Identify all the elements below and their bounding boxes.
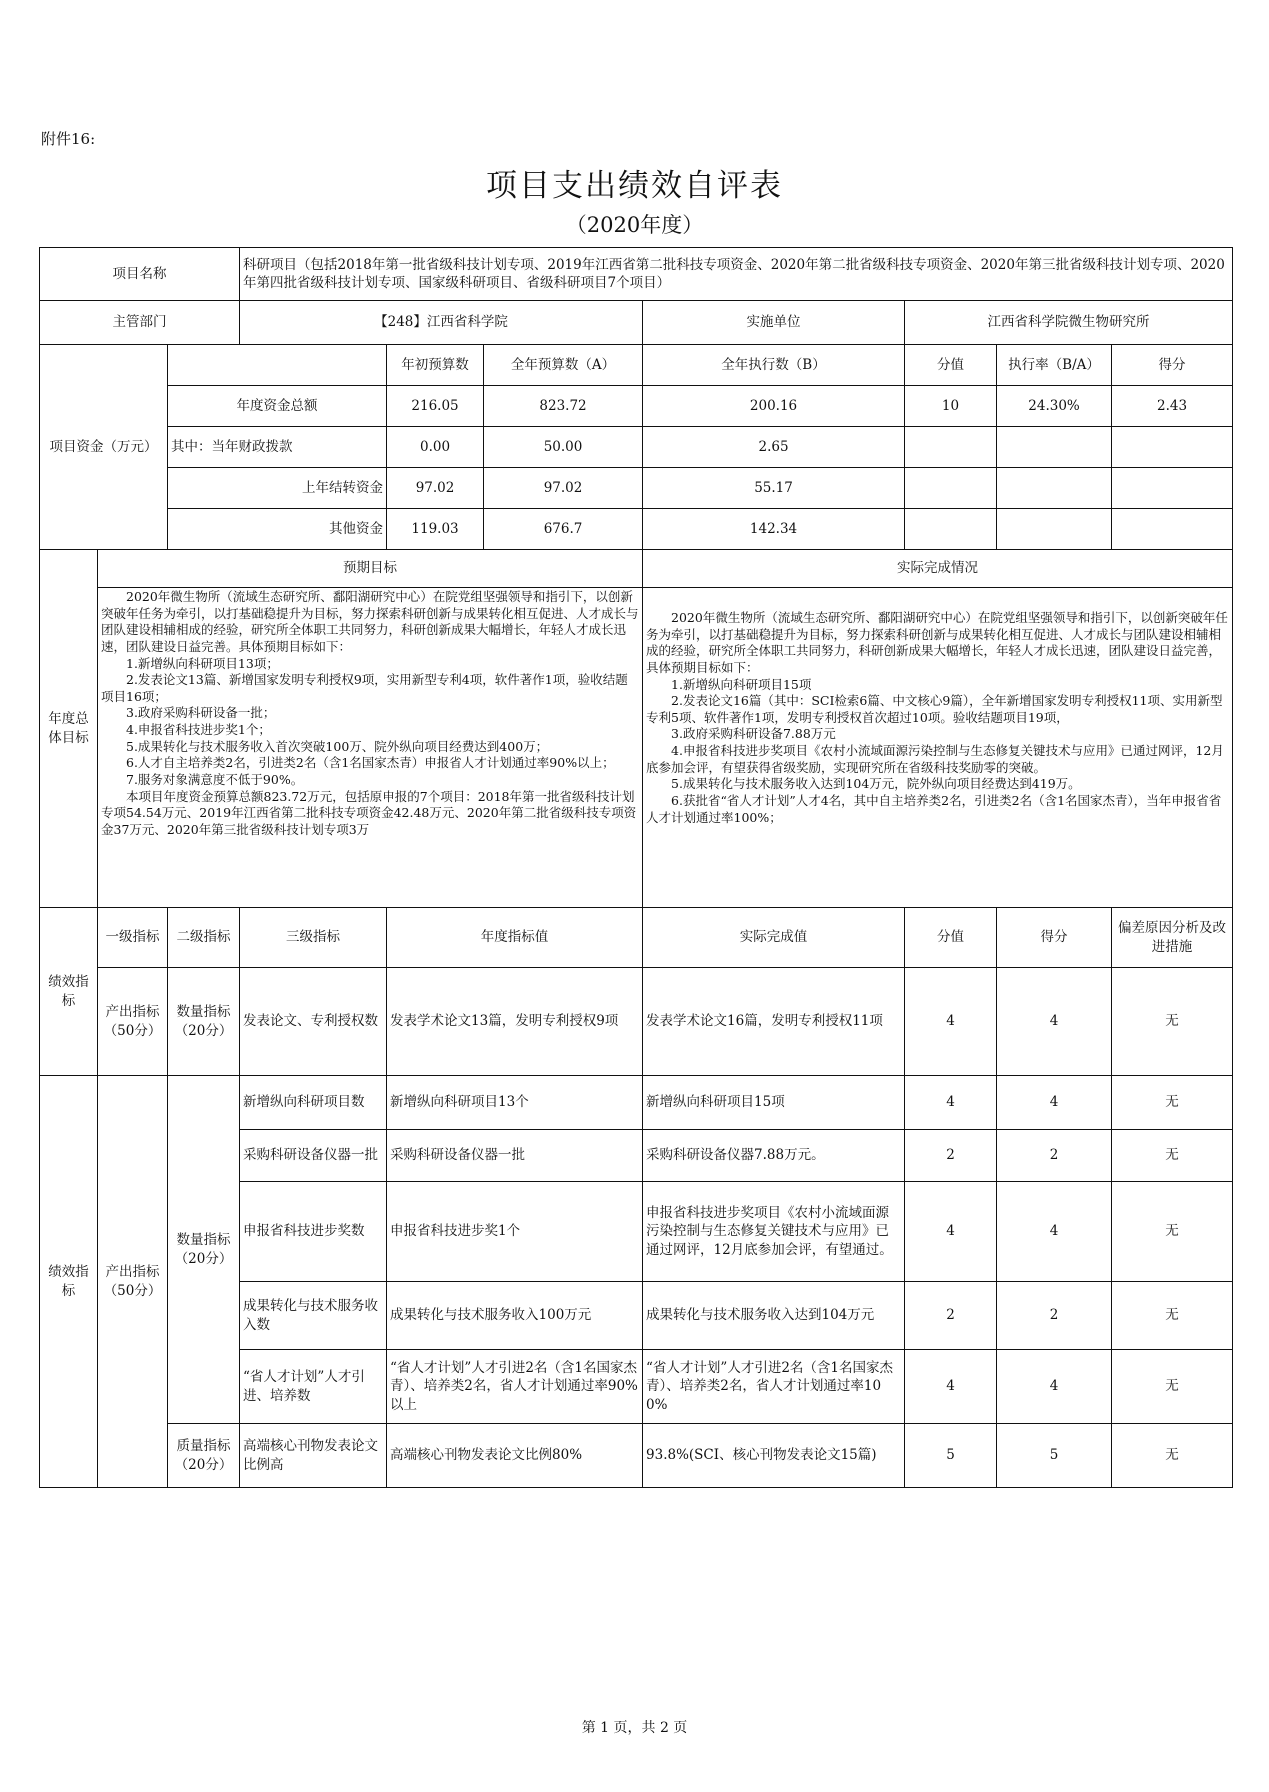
indicator-score: 5 bbox=[997, 1424, 1112, 1488]
funds-row-score bbox=[1112, 427, 1233, 468]
funds-header-executed: 全年执行数（B） bbox=[643, 345, 905, 386]
indicator-weight: 2 bbox=[905, 1130, 997, 1182]
indicator-level3: 高端核心刊物发表论文比例高 bbox=[240, 1424, 387, 1488]
indicators-header-level1: 一级指标 bbox=[98, 908, 168, 968]
indicator-score: 4 bbox=[997, 968, 1112, 1076]
indicators-label-2: 绩效指标 bbox=[40, 1076, 98, 1488]
goals-expected-line: 6.人才自主培养类2名，引进类2名（含1名国家杰青）申报省人才计划通过率90%以上； bbox=[126, 755, 615, 771]
indicator-note: 无 bbox=[1112, 1424, 1233, 1488]
indicator-target: 高端核心刊物发表论文比例80% bbox=[387, 1424, 643, 1488]
indicator-level3: 新增纵向科研项目数 bbox=[240, 1076, 387, 1130]
indicator-weight: 2 bbox=[905, 1282, 997, 1350]
funds-row-weight bbox=[905, 427, 997, 468]
department-label: 主管部门 bbox=[40, 301, 240, 345]
goals-expected-header: 预期目标 bbox=[98, 550, 643, 588]
indicators-label: 绩效指标 bbox=[40, 908, 98, 1076]
indicator-row bbox=[40, 1076, 1233, 1130]
funds-header-annual: 全年预算数（A） bbox=[484, 345, 643, 386]
indicator-note: 无 bbox=[1112, 968, 1233, 1076]
funds-row-executed: 2.65 bbox=[643, 427, 905, 468]
funds-row-weight bbox=[905, 509, 997, 550]
funds-row-rate: 24.30% bbox=[997, 386, 1112, 427]
indicator-level2: 数量指标（20分） bbox=[168, 1076, 240, 1424]
indicator-target: 发表学术论文13篇，发明专利授权9项 bbox=[387, 968, 643, 1076]
indicator-target: 采购科研设备仪器一批 bbox=[387, 1130, 643, 1182]
funds-row-initial: 97.02 bbox=[387, 468, 484, 509]
funds-row-name: 年度资金总额 bbox=[168, 386, 387, 427]
indicator-level3: “省人才计划”人才引进、培养数 bbox=[240, 1350, 387, 1424]
indicator-note: 无 bbox=[1112, 1130, 1233, 1182]
funds-row-weight bbox=[905, 468, 997, 509]
indicators-header-row bbox=[40, 908, 1233, 968]
goals-expected-line: 7.服务对象满意度不低于90%。 bbox=[126, 771, 304, 787]
indicator-weight: 4 bbox=[905, 1182, 997, 1282]
project-name-label: 项目名称 bbox=[40, 248, 240, 301]
indicator-note: 无 bbox=[1112, 1076, 1233, 1130]
indicator-weight: 4 bbox=[905, 968, 997, 1076]
implementing-unit-label: 实施单位 bbox=[643, 301, 905, 345]
goals-actual-line: 1.新增纵向科研项目15项 bbox=[671, 676, 812, 692]
goals-actual-line: 2020年微生物所（流域生态研究所、鄱阳湖研究中心）在院党组坚强领导和指引下，以创新突破年任务为牵引，以打基础稳提升为目标，努力探索科研创新与成果转化相互促进、人才成长与团队建设相辅相成的经验，研究所全体职工共同努力，科研创新成果大幅增长，年轻人才成长迅速，团队建设日益完善，具体预期目标如下： bbox=[646, 610, 1228, 675]
goals-expected-line: 1.新增纵向科研项目13项； bbox=[126, 655, 279, 671]
indicator-level2: 数量指标（20分） bbox=[168, 968, 240, 1076]
funds-row-weight: 10 bbox=[905, 386, 997, 427]
attachment-label: 附件16: bbox=[41, 130, 96, 148]
indicator-score: 2 bbox=[997, 1130, 1112, 1182]
indicator-actual: 申报省科技进步奖项目《农村小流域面源污染控制与生态修复关键技术与应用》已通过网评，12月底参加会评，有望通过。 bbox=[643, 1182, 905, 1282]
indicator-actual: 93.8%(SCI、核心刊物发表论文15篇) bbox=[643, 1424, 905, 1488]
goals-actual-header: 实际完成情况 bbox=[643, 550, 1233, 588]
goals-actual-text bbox=[643, 588, 1233, 908]
funds-row bbox=[40, 386, 1233, 427]
indicator-weight: 5 bbox=[905, 1424, 997, 1488]
funds-header-score: 得分 bbox=[1112, 345, 1233, 386]
page-title: 项目支出绩效自评表 bbox=[486, 168, 783, 204]
indicator-actual: 发表学术论文16篇，发明专利授权11项 bbox=[643, 968, 905, 1076]
indicator-note: 无 bbox=[1112, 1282, 1233, 1350]
indicator-note: 无 bbox=[1112, 1182, 1233, 1282]
goals-actual-line: 4.申报省科技进步奖项目《农村小流域面源污染控制与生态修复关键技术与应用》已通过网评，12月底参加会评，有望获得省级奖励，实现研究所在省级科技奖励零的突破。 bbox=[646, 743, 1224, 775]
indicator-note: 无 bbox=[1112, 1350, 1233, 1424]
indicator-score: 2 bbox=[997, 1282, 1112, 1350]
indicator-actual: 采购科研设备仪器7.88万元。 bbox=[643, 1130, 905, 1182]
funds-row-annual: 823.72 bbox=[484, 386, 643, 427]
goals-actual-line: 2.发表论文16篇（其中：SCI检索6篇、中文核心9篇），全年新增国家发明专利授权11项、实用新型专利5项、软件著作1项，发明专利授权首次超过10项。验收结题项目19项， bbox=[646, 693, 1223, 725]
funds-row-rate bbox=[997, 468, 1112, 509]
indicator-level3: 采购科研设备仪器一批 bbox=[240, 1130, 387, 1182]
funds-header-row bbox=[40, 345, 1233, 386]
goals-expected-line: 2020年微生物所（流域生态研究所、鄱阳湖研究中心）在院党组坚强领导和指引下，以创新突破年任务为牵引，以打基础稳提升为目标，努力探索科研创新与成果转化相互促进、人才成长与团队建设相辅相成的经验，研究所全体职工共同努力，科研创新成果大幅增长，年轻人才成长迅速，团队建设日益完善。具体预期目标如下： bbox=[101, 589, 639, 654]
funds-row-annual: 97.02 bbox=[484, 468, 643, 509]
indicators-header-note: 偏差原因分析及改进措施 bbox=[1112, 908, 1233, 968]
funds-row-rate bbox=[997, 427, 1112, 468]
indicator-target: “省人才计划”人才引进2名（含1名国家杰青）、培养类2名，省人才计划通过率90%以上 bbox=[387, 1350, 643, 1424]
indicators-header-actual: 实际完成值 bbox=[643, 908, 905, 968]
implementing-unit-value: 江西省科学院微生物研究所 bbox=[905, 301, 1233, 345]
funds-row-name: 上年结转资金 bbox=[168, 468, 387, 509]
funds-header-weight: 分值 bbox=[905, 345, 997, 386]
performance-table bbox=[39, 247, 1233, 1488]
funds-label: 项目资金（万元） bbox=[40, 345, 168, 550]
funds-row-initial: 216.05 bbox=[387, 386, 484, 427]
indicator-actual: 新增纵向科研项目15项 bbox=[643, 1076, 905, 1130]
goals-actual-line: 6.获批省“省人才计划”人才4名，其中自主培养类2名，引进类2名（含1名国家杰青），当年申报省省人才计划通过率100%； bbox=[646, 792, 1222, 825]
project-name-value: 科研项目（包括2018年第一批省级科技计划专项、2019年江西省第二批科技专项资金、2020年第二批省级科技专项资金、2020年第三批省级科技计划专项、2020年第四批省级科技计划专项、国家级科研项目、省级科研项目7个项目） bbox=[240, 248, 1233, 301]
funds-row bbox=[40, 468, 1233, 509]
indicators-header-target: 年度指标值 bbox=[387, 908, 643, 968]
funds-row-executed: 142.34 bbox=[643, 509, 905, 550]
indicator-level3: 发表论文、专利授权数 bbox=[240, 968, 387, 1076]
funds-row-annual: 676.7 bbox=[484, 509, 643, 550]
indicator-target: 申报省科技进步奖1个 bbox=[387, 1182, 643, 1282]
funds-row bbox=[40, 427, 1233, 468]
indicator-actual: 成果转化与技术服务收入达到104万元 bbox=[643, 1282, 905, 1350]
funds-row-executed: 55.17 bbox=[643, 468, 905, 509]
project-name-row bbox=[40, 248, 1233, 301]
funds-row-score bbox=[1112, 468, 1233, 509]
page-subtitle-year: （2020年度） bbox=[565, 213, 704, 237]
department-row bbox=[40, 301, 1233, 345]
page-footer: 第 1 页，共 2 页 bbox=[581, 1720, 688, 1736]
funds-row-executed: 200.16 bbox=[643, 386, 905, 427]
funds-row-initial: 0.00 bbox=[387, 427, 484, 468]
indicator-row bbox=[40, 968, 1233, 1076]
indicator-level1: 产出指标（50分） bbox=[98, 968, 168, 1076]
indicator-level2: 质量指标（20分） bbox=[168, 1424, 240, 1488]
indicators-header-level3: 三级指标 bbox=[240, 908, 387, 968]
indicator-score: 4 bbox=[997, 1350, 1112, 1424]
funds-row-initial: 119.03 bbox=[387, 509, 484, 550]
funds-row-score bbox=[1112, 509, 1233, 550]
goals-expected-line: 本项目年度资金预算总额823.72万元，包括原申报的7个项目：2018年第一批省级科技计划专项54.54万元、2019年江西省第二批科技专项资金42.48万元、2020年第二批省级科技专项资金37万元、2020年第三批省级科技计划专项3万 bbox=[101, 788, 637, 837]
goals-actual-line: 5.成果转化与技术服务收入达到104万元，院外纵向项目经费达到419万。 bbox=[671, 776, 1081, 792]
goals-content-row bbox=[40, 588, 1233, 908]
indicator-level3: 成果转化与技术服务收入数 bbox=[240, 1282, 387, 1350]
funds-header-rate: 执行率（B/A） bbox=[997, 345, 1112, 386]
indicator-level1: 产出指标（50分） bbox=[98, 1076, 168, 1488]
indicator-target: 新增纵向科研项目13个 bbox=[387, 1076, 643, 1130]
indicator-score: 4 bbox=[997, 1076, 1112, 1130]
indicator-actual: “省人才计划”人才引进2名（含1名国家杰青）、培养类2名，省人才计划通过率100% bbox=[643, 1350, 905, 1424]
funds-row-score: 2.43 bbox=[1112, 386, 1233, 427]
indicators-header-level2: 二级指标 bbox=[168, 908, 240, 968]
goals-actual-line: 3.政府采购科研设备7.88万元 bbox=[671, 726, 836, 742]
funds-row-name: 其他资金 bbox=[168, 509, 387, 550]
goals-expected-line: 4.申报省科技进步奖1个； bbox=[126, 722, 271, 737]
goals-expected-line: 5.成果转化与技术服务收入首次突破100万、院外纵向项目经费达到400万； bbox=[126, 738, 549, 754]
funds-header-initial: 年初预算数 bbox=[387, 345, 484, 386]
indicator-weight: 4 bbox=[905, 1076, 997, 1130]
indicator-score: 4 bbox=[997, 1182, 1112, 1282]
indicator-row bbox=[40, 1424, 1233, 1488]
indicator-weight: 4 bbox=[905, 1350, 997, 1424]
goals-label: 年度总体目标 bbox=[40, 550, 98, 908]
funds-row-name: 其中：当年财政拨款 bbox=[168, 427, 387, 468]
funds-header-blank bbox=[168, 345, 387, 386]
goals-header-row bbox=[40, 550, 1233, 588]
funds-row bbox=[40, 509, 1233, 550]
indicator-target: 成果转化与技术服务收入100万元 bbox=[387, 1282, 643, 1350]
department-value: 【248】江西省科学院 bbox=[240, 301, 643, 345]
goals-expected-line: 3.政府采购科研设备一批； bbox=[126, 705, 276, 721]
indicator-level3: 申报省科技进步奖数 bbox=[240, 1182, 387, 1282]
indicators-header-score: 得分 bbox=[997, 908, 1112, 968]
goals-expected-line: 2.发表论文13篇、新增国家发明专利授权9项，实用新型专利4项，软件著作1项，验收结题项目16项； bbox=[101, 672, 628, 704]
funds-row-rate bbox=[997, 509, 1112, 550]
goals-expected-text bbox=[98, 588, 643, 908]
indicators-header-weight: 分值 bbox=[905, 908, 997, 968]
funds-row-annual: 50.00 bbox=[484, 427, 643, 468]
